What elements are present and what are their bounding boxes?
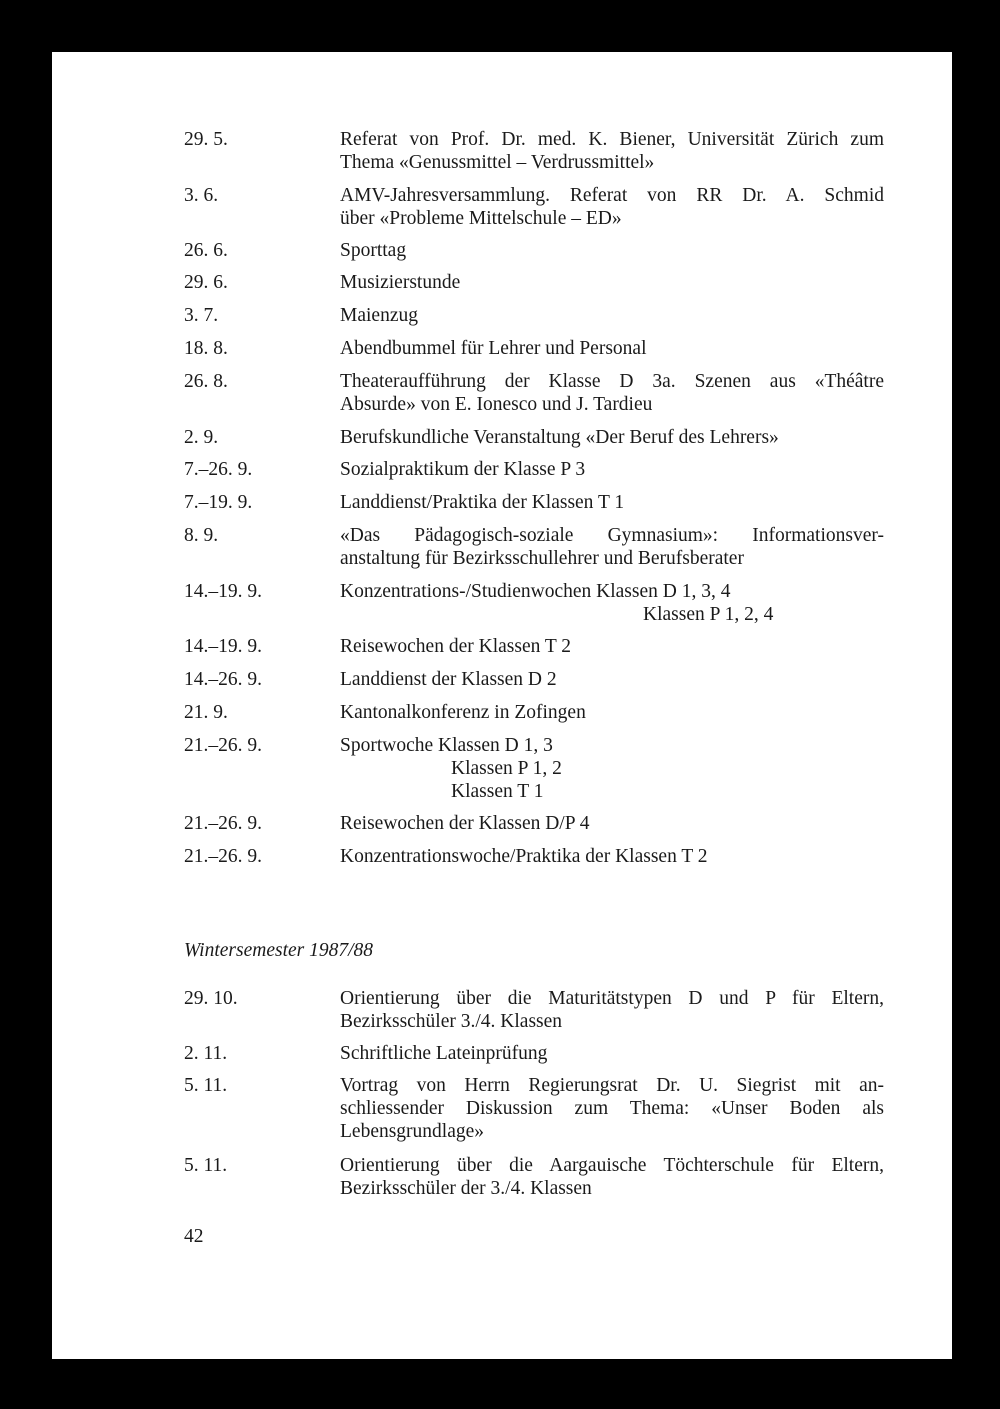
entry-date: 2. 9. bbox=[184, 427, 219, 448]
entry-date: 18. 8. bbox=[184, 338, 228, 359]
description-line: Landdienst der Klassen D 2 bbox=[340, 669, 557, 690]
description-line: Maienzug bbox=[340, 305, 418, 326]
description-line: Berufskundliche Veranstaltung «Der Beruf des Lehrers» bbox=[340, 427, 779, 448]
description-line: Lebensgrundlage» bbox=[340, 1121, 485, 1142]
entry-date: 21.–26. 9. bbox=[184, 813, 262, 834]
entry-description bbox=[340, 668, 884, 691]
entry-description bbox=[340, 239, 884, 262]
entry-description bbox=[340, 304, 884, 327]
entry-date: 26. 6. bbox=[184, 240, 228, 261]
description-line: Reisewochen der Klassen T 2 bbox=[340, 636, 572, 657]
description-line: anstaltung für Bezirksschullehrer und Berufsberater bbox=[340, 548, 744, 569]
entry-description bbox=[340, 635, 884, 658]
description-line: «Das Pädagogisch-soziale Gymnasium»: Informationsver- bbox=[340, 525, 884, 546]
entry-description bbox=[340, 128, 884, 174]
description-line: Landdienst/Praktika der Klassen T 1 bbox=[340, 492, 625, 513]
entry-date: 8. 9. bbox=[184, 525, 219, 546]
entry-description bbox=[340, 184, 884, 230]
entry-description bbox=[340, 337, 884, 360]
description-line: Sportwoche Klassen D 1, 3 bbox=[340, 735, 553, 756]
entry-date: 29. 6. bbox=[184, 272, 228, 293]
description-line: Bezirksschüler der 3./4. Klassen bbox=[340, 1178, 592, 1199]
entry-date: 2. 11. bbox=[184, 1043, 228, 1064]
description-line: schliessender Diskussion zum Thema: «Unser Boden als bbox=[340, 1098, 884, 1119]
description-line: Kantonalkonferenz in Zofingen bbox=[340, 702, 586, 723]
section-heading: Wintersemester 1987/88 bbox=[184, 940, 374, 961]
entry-description bbox=[340, 370, 884, 416]
page-number: 42 bbox=[184, 1226, 204, 1247]
description-line: Sporttag bbox=[340, 240, 407, 261]
description-line: Konzentrationswoche/Praktika der Klassen T 2 bbox=[340, 846, 708, 867]
entry-description bbox=[340, 1042, 884, 1065]
description-line: Sozialpraktikum der Klasse P 3 bbox=[340, 459, 586, 480]
entry-description bbox=[340, 812, 884, 835]
entry-description bbox=[340, 734, 884, 803]
entry-date: 5. 11. bbox=[184, 1155, 228, 1176]
description-line: Orientierung über die Aargauische Töchterschule für Eltern, bbox=[340, 1155, 884, 1176]
entry-date: 21.–26. 9. bbox=[184, 735, 262, 756]
description-line: Bezirksschüler 3./4. Klassen bbox=[340, 1011, 563, 1032]
entry-date: 7.–19. 9. bbox=[184, 492, 253, 513]
entry-description bbox=[340, 845, 884, 868]
description-line: Konzentrations-/Studienwochen Klassen D 1, 3, 4 bbox=[340, 581, 731, 602]
entry-date: 21. 9. bbox=[184, 702, 228, 723]
description-line: Reisewochen der Klassen D/P 4 bbox=[340, 813, 590, 834]
entry-description bbox=[340, 271, 884, 294]
entry-description bbox=[340, 458, 884, 481]
description-line: Klassen T 1 bbox=[451, 781, 544, 802]
entry-date: 3. 6. bbox=[184, 185, 219, 206]
description-line: Abendbummel für Lehrer und Personal bbox=[340, 338, 647, 359]
entry-date: 26. 8. bbox=[184, 371, 228, 392]
description-line: Absurde» von E. Ionesco und J. Tardieu bbox=[340, 394, 653, 415]
entry-description bbox=[340, 701, 884, 724]
description-line: Vortrag von Herrn Regierungsrat Dr. U. Siegrist mit an- bbox=[340, 1075, 884, 1096]
description-line: Theateraufführung der Klasse D 3a. Szenen aus «Théâtre bbox=[340, 371, 884, 392]
entry-date: 29. 5. bbox=[184, 129, 228, 150]
entry-description bbox=[340, 580, 884, 626]
description-line: AMV-Jahresversammlung. Referat von RR Dr. A. Schmid bbox=[340, 185, 884, 206]
document-page bbox=[52, 52, 952, 1359]
description-line: Schriftliche Lateinprüfung bbox=[340, 1043, 548, 1064]
entry-date: 14.–19. 9. bbox=[184, 581, 262, 602]
entry-date: 14.–19. 9. bbox=[184, 636, 262, 657]
description-line: über «Probleme Mittelschule – ED» bbox=[340, 208, 622, 229]
entry-description bbox=[340, 987, 884, 1033]
description-line: Klassen P 1, 2 bbox=[451, 758, 562, 779]
entry-date: 5. 11. bbox=[184, 1075, 228, 1096]
entry-date: 29. 10. bbox=[184, 988, 238, 1009]
entry-description bbox=[340, 426, 884, 449]
description-line: Thema «Genussmittel – Verdrussmittel» bbox=[340, 152, 655, 173]
entry-description bbox=[340, 1154, 884, 1200]
entry-date: 3. 7. bbox=[184, 305, 219, 326]
entry-description bbox=[340, 491, 884, 514]
description-line: Musizierstunde bbox=[340, 272, 461, 293]
entry-date: 14.–26. 9. bbox=[184, 669, 262, 690]
entry-date: 7.–26. 9. bbox=[184, 459, 253, 480]
description-line: Orientierung über die Maturitätstypen D und P für Eltern, bbox=[340, 988, 884, 1009]
description-line: Referat von Prof. Dr. med. K. Biener, Universität Zürich zum bbox=[340, 129, 884, 150]
entry-description bbox=[340, 524, 884, 570]
description-line: Klassen P 1, 2, 4 bbox=[643, 604, 774, 625]
entry-date: 21.–26. 9. bbox=[184, 846, 262, 867]
entry-description bbox=[340, 1074, 884, 1143]
